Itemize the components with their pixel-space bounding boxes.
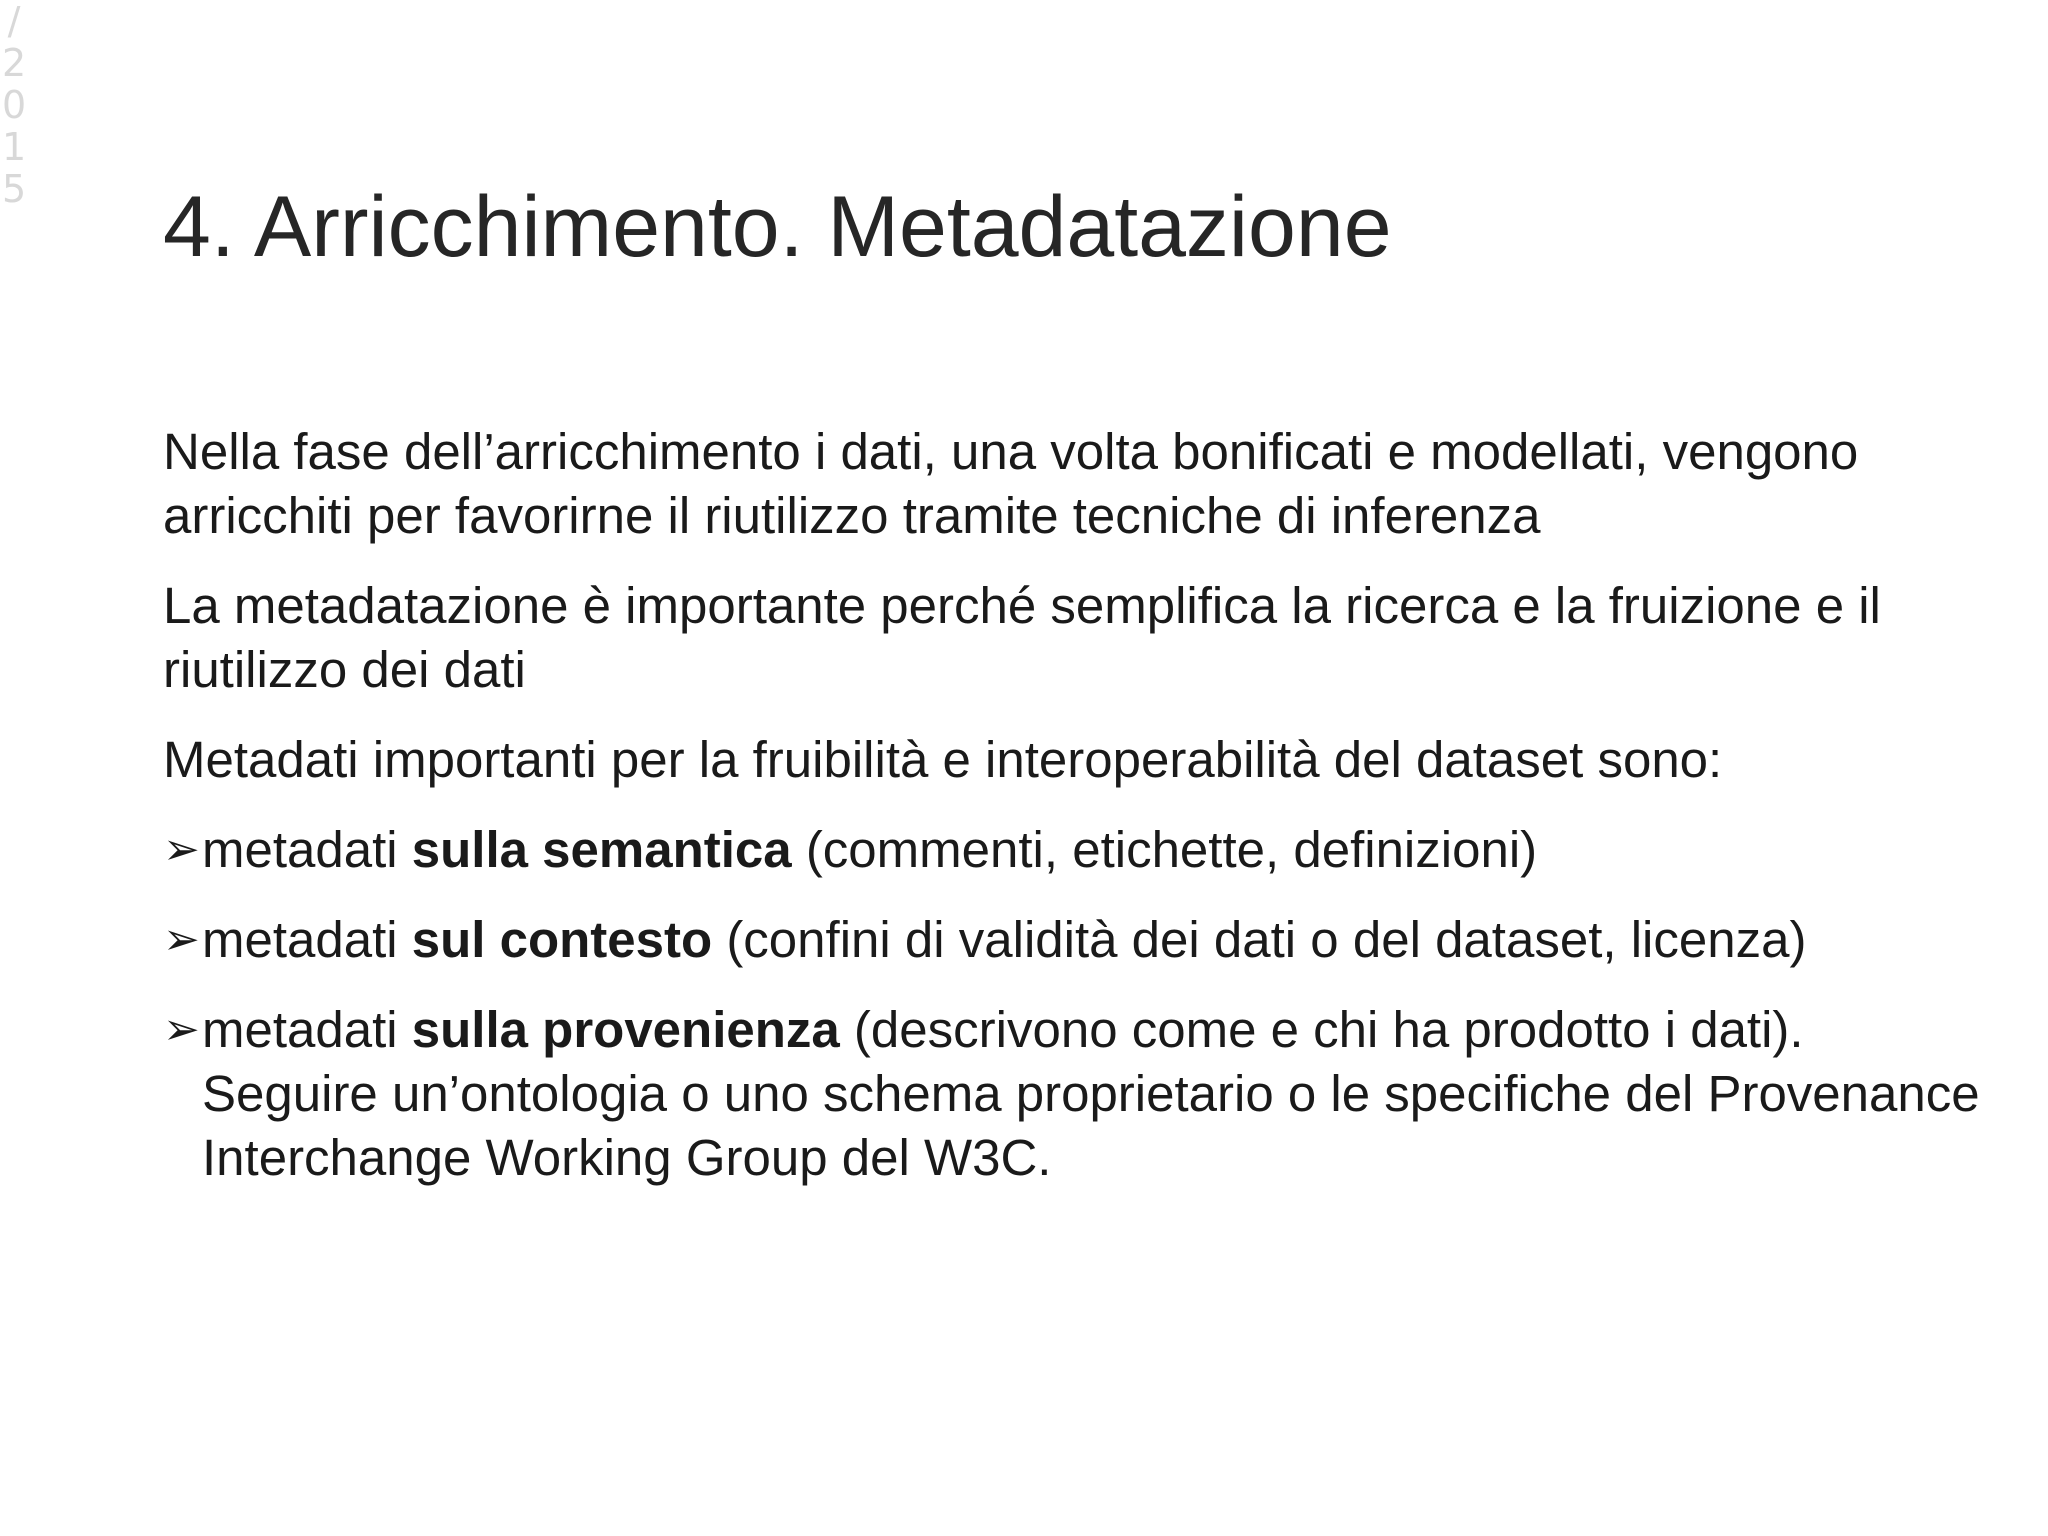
bullet-item-provenance [163, 998, 1993, 1190]
arrow-bullet-icon: ➢ [163, 1004, 200, 1055]
corner-year-char: 0 [2, 83, 27, 127]
bullet-rest: (confini di validità dei dati o del dataset, licenza) [712, 911, 1807, 968]
bullet-strong: sulla semantica [411, 821, 792, 878]
slide-title: 4. Arricchimento. Metadatazione [163, 179, 1392, 275]
corner-year-char: 1 [2, 125, 27, 169]
body-paragraph: Metadati importanti per la fruibilità e interoperabilità del dataset sono: [163, 731, 1723, 788]
bullet-lead: metadati [202, 821, 412, 878]
slide-body [163, 420, 1993, 1216]
corner-year-label [2, 0, 26, 210]
bullet-rest: (commenti, etichette, definizioni) [791, 821, 1538, 878]
bullet-strong: sul contesto [411, 911, 713, 968]
corner-year-char: 2 [2, 41, 27, 85]
bullet-item-semantics [163, 818, 1993, 882]
bullet-item-context [163, 908, 1993, 972]
arrow-bullet-icon: ➢ [163, 914, 200, 965]
body-paragraph: La metadatazione è importante perché semplifica la ricerca e la fruizione e il riutilizzo dei dati [163, 577, 1881, 698]
metadata-bullet-list [163, 818, 1993, 1190]
bullet-strong: sulla provenienza [411, 1001, 840, 1058]
bullet-lead: metadati [202, 911, 412, 968]
bullet-lead: metadati [202, 1001, 412, 1058]
corner-year-char: / [7, 0, 21, 43]
arrow-bullet-icon: ➢ [163, 824, 200, 875]
body-paragraph: Nella fase dell’arricchimento i dati, una volta bonificati e modellati, vengono arricchiti per favorirne il riutilizzo tramite tecniche di inferenza [163, 423, 1859, 544]
corner-year-char: 5 [2, 167, 27, 211]
bullet-rest: (descrivono come e chi ha prodotto i dati). Seguire un’ontologia o uno schema proprietario o le specifiche del Provenance Interchange Working Group del W3C. [202, 1001, 1980, 1186]
